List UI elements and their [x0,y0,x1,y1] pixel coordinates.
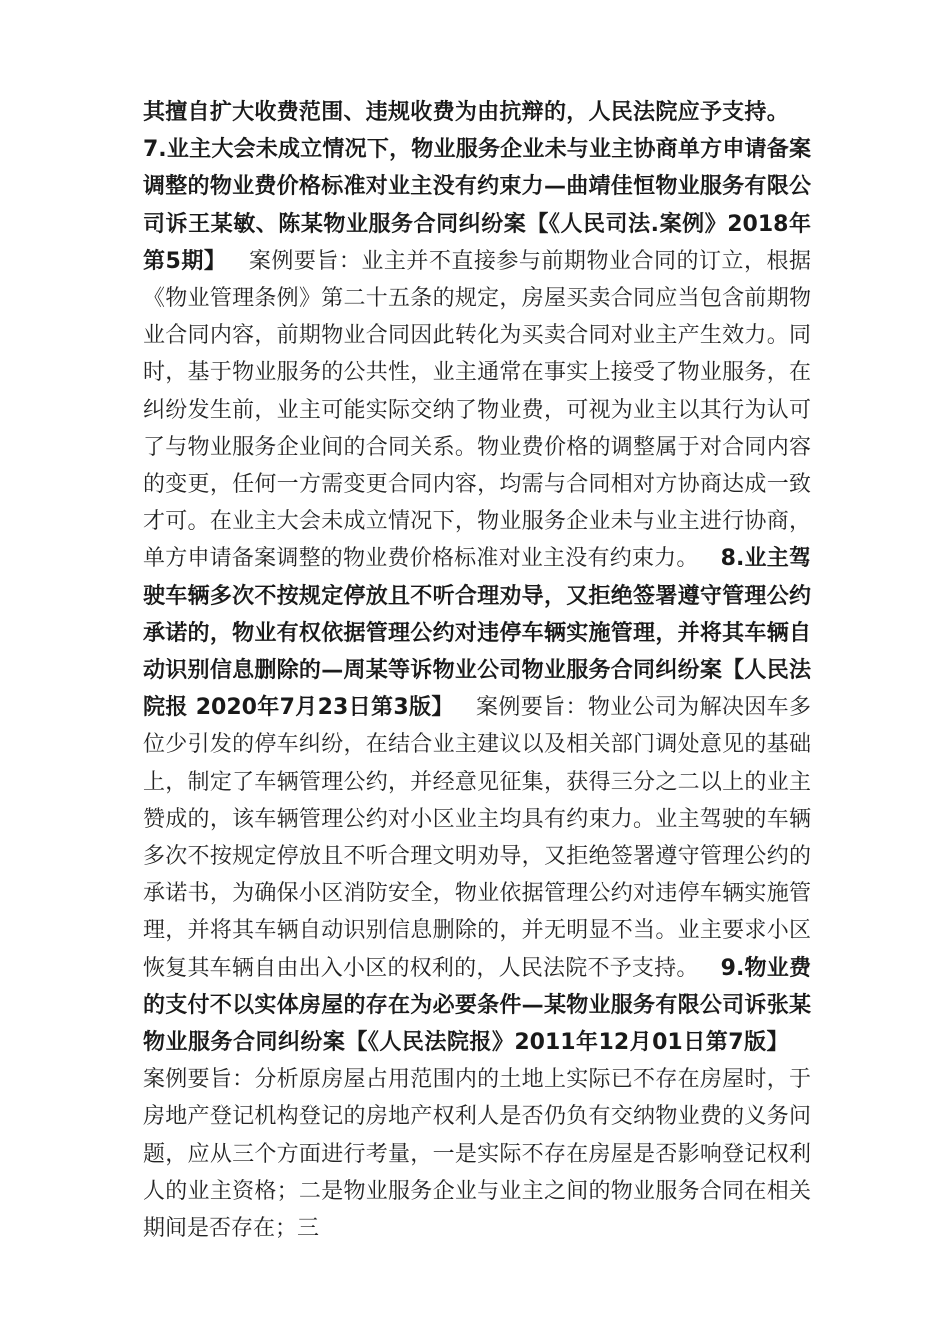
case-7-title: 7.业主大会未成立情况下，物业服务企业未与业主协商单方申请备案调整的物业费价格标准对业主没有约束力—曲靖佳恒物业服务有限公司诉王某敏、陈某物业服务合同纠纷案【《人民司法.案例》2018年第5期】 [143,137,811,274]
case-7-summary: 案例要旨：业主并不直接参与前期物业合同的订立，根据《物业管理条例》第二十五条的规定，房屋买卖合同应当包含前期物业合同内容，前期物业合同因此转化为买卖合同对业主产生效力。同时，基于物业服务的公共性，业主通常在事实上接受了物业服务，在纠纷发生前，业主可能实际交纳了物业费，可视为业主以其行为认可了与物业服务企业间的合同关系。物业费价格的调整属于对合同内容的变更，任何一方需变更合同内容，均需与合同相对方协商达成一致才可。在业主大会未成立情况下，物业服务企业未与业主进行协商，单方申请备案调整的物业费价格标准对业主没有约束力。 [143,248,811,572]
case-8-title: 8.业主驾驶车辆多次不按规定停放且不听合理劝导，又拒绝签署遵守管理公约承诺的，物业有权依据管理公约对违停车辆实施管理，并将其车辆自动识别信息删除的—周某等诉物业公司物业服务合同纠纷案【人民法院报 2020年7月23日第3版】 [143,546,811,721]
case-9-summary: 案例要旨：分析原房屋占用范围内的土地上实际已不存在房屋时，于房地产登记机构登记的房地产权利人是否仍负有交纳物业费的义务问题，应从三个方面进行考量，一是实际不存在房屋是否影响登记权利人的业主资格；二是物业服务企业与业主之间的物业服务合同在相关期间是否存在；三 [143,1067,811,1242]
case-9-title: 9.物业费的支付不以实体房屋的存在为必要条件—某物业服务有限公司诉张某物业服务合同纠纷案【《人民法院报》2011年12月01日第7版】 [143,955,811,1056]
case-6-holding-tail: 其擅自扩大收费范围、违规收费为由抗辩的，人民法院应予支持。 [143,100,789,125]
document-body [143,94,811,1247]
case-8-summary: 案例要旨：物业公司为解决因车多位少引发的停车纠纷，在结合业主建议以及相关部门调处意见的基础上，制定了车辆管理公约，并经意见征集，获得三分之二以上的业主赞成的，该车辆管理公约对小区业主均具有约束力。业主驾驶的车辆多次不按规定停放且不听合理文明劝导，又拒绝签署遵守管理公约的承诺书，为确保小区消防安全，物业依据管理公约对违停车辆实施管理，并将其车辆自动识别信息删除的，并无明显不当。业主要求小区恢复其车辆自由出入小区的权利的，人民法院不予支持。 [143,695,811,981]
